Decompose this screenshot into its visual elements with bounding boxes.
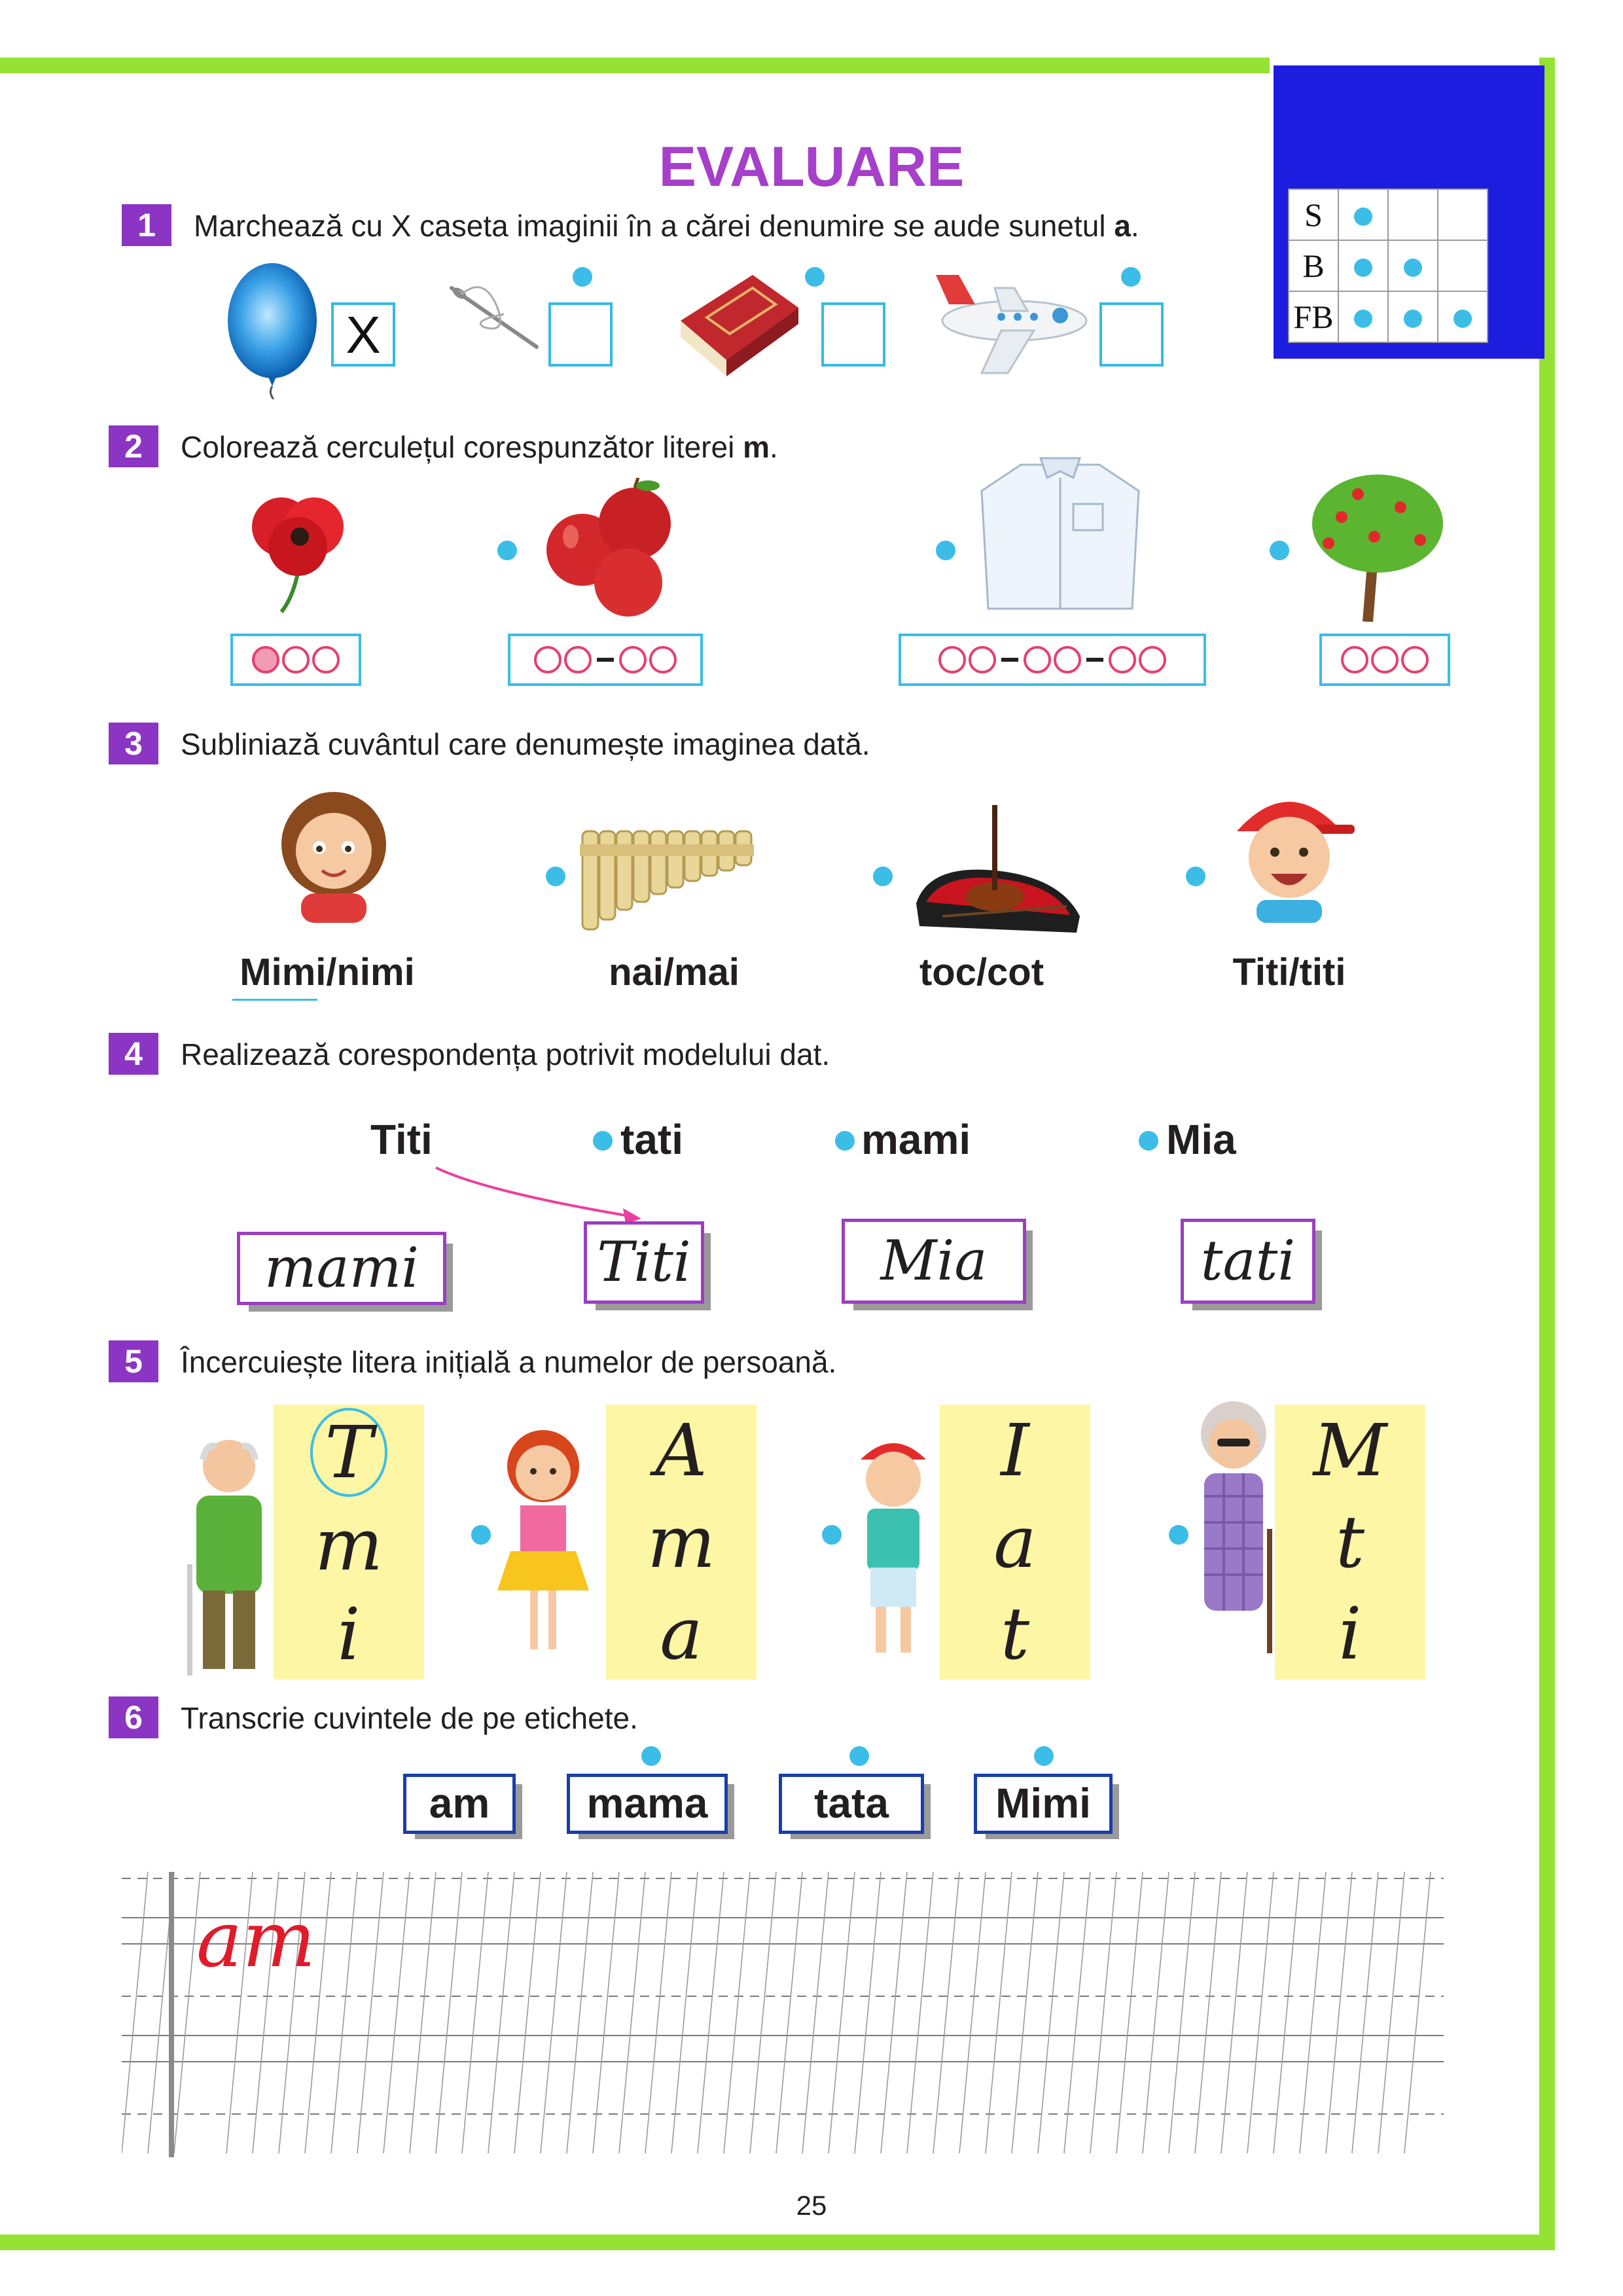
letter-column [1275, 1405, 1425, 1679]
task-dot [805, 267, 825, 287]
syllable-dash [1086, 658, 1103, 662]
girl-figure-icon [484, 1427, 602, 1662]
task-dot [835, 1131, 855, 1151]
syllable-dash [1001, 658, 1018, 662]
grading-dot [1354, 310, 1372, 328]
boy-icon [1217, 779, 1361, 923]
sound-circle[interactable] [938, 646, 966, 673]
task-dot [1139, 1131, 1158, 1151]
grading-table [1288, 188, 1488, 343]
task-dot [849, 1746, 869, 1766]
grading-label: S [1289, 189, 1338, 240]
balloon-icon [223, 262, 327, 399]
sound-circle[interactable] [1054, 646, 1081, 673]
cursive-word[interactable]: Mia [842, 1219, 1026, 1304]
cursive-word[interactable]: tati [1181, 1219, 1315, 1304]
task-dot [873, 867, 893, 886]
airplane-icon [929, 268, 1093, 380]
letter[interactable]: m [647, 1500, 716, 1584]
letter[interactable]: M [1313, 1408, 1387, 1492]
task-dot [593, 1131, 613, 1151]
sound-circle[interactable] [1109, 646, 1136, 673]
letter[interactable]: i [1338, 1592, 1362, 1676]
task-dot [641, 1746, 661, 1766]
grading-dot [1354, 259, 1372, 277]
page-frame-right [1539, 58, 1555, 2250]
page-frame-bottom [0, 2234, 1555, 2250]
grading-dot [1404, 310, 1422, 328]
grading-row-fb [1289, 291, 1488, 342]
task-dot [1186, 867, 1205, 886]
word-label[interactable]: tata [779, 1774, 924, 1834]
task-dot [1034, 1746, 1054, 1766]
print-word[interactable]: tati [620, 1116, 683, 1163]
exercise-number: 2 [109, 425, 158, 467]
letter[interactable]: i [337, 1592, 361, 1677]
word-label[interactable]: Mimi [974, 1774, 1113, 1834]
task-dot [546, 867, 565, 886]
apples-icon [530, 478, 681, 622]
letter[interactable]: m [314, 1502, 383, 1587]
task-dot [936, 541, 955, 560]
syllable-dash [597, 658, 614, 662]
page-number: 25 [796, 2190, 827, 2221]
word-label[interactable]: mama [567, 1774, 728, 1834]
exercise-number: 4 [109, 1033, 158, 1075]
letter-column [940, 1405, 1090, 1679]
word-label[interactable]: am [403, 1774, 516, 1834]
sound-circle[interactable] [969, 646, 996, 673]
page-title: EVALUARE [658, 135, 965, 198]
letter[interactable]: a [993, 1500, 1037, 1584]
exercise-instruction: Marchează cu X caseta imaginii în a cărei denumire se aude sunetul a. [194, 209, 1139, 243]
sound-circle[interactable] [534, 646, 562, 673]
task-dot [573, 267, 592, 287]
match-arrow [393, 1158, 654, 1230]
task-dot [1270, 541, 1289, 560]
letter[interactable]: t [1000, 1592, 1030, 1676]
grading-label: B [1289, 240, 1338, 291]
exercise-instruction: Colorează cerculețul corespunzător literei m. [181, 430, 778, 464]
print-word[interactable]: mami [861, 1116, 971, 1163]
exercise-number: 6 [109, 1696, 158, 1738]
boy-figure-icon [844, 1427, 942, 1662]
answer-box[interactable] [1099, 302, 1164, 367]
print-word[interactable]: Titi [370, 1116, 433, 1163]
answer-box[interactable] [548, 302, 613, 367]
syllable-scheme [508, 634, 703, 686]
exercise-instruction: Încercuiește litera inițială a numelor de persoană. [181, 1345, 837, 1379]
letter[interactable]: a [660, 1592, 703, 1676]
underline-mark [232, 999, 317, 1001]
sound-circle[interactable] [1401, 646, 1429, 673]
girl-icon [262, 779, 406, 923]
pan-flute-icon [576, 818, 772, 936]
letter[interactable]: t [1335, 1500, 1365, 1584]
letter-column [606, 1405, 757, 1679]
exercise-instruction: Transcrie cuvintele de pe etichete. [181, 1701, 638, 1735]
exercise-instruction: Realizează corespondența potrivit modelului dat. [181, 1037, 830, 1071]
grading-dot [1404, 259, 1422, 277]
sound-circle[interactable] [1024, 646, 1051, 673]
word-choice[interactable]: Titi/titi [1232, 951, 1346, 994]
grandmother-icon [1185, 1398, 1283, 1660]
apple-tree-icon [1302, 471, 1453, 622]
answer-box[interactable] [821, 302, 885, 367]
answer-box[interactable]: X [331, 302, 395, 367]
syllable-scheme [899, 634, 1206, 686]
task-dot [497, 541, 517, 560]
letter-column [274, 1405, 424, 1679]
letter[interactable]: A [655, 1408, 707, 1492]
word-choice[interactable]: nai/mai [609, 951, 740, 994]
exercise-number: 1 [122, 204, 171, 246]
word-choice[interactable]: Mimi/nimi [240, 951, 415, 994]
grandfather-icon [177, 1433, 281, 1682]
book-icon [668, 262, 805, 380]
grading-row-b [1289, 240, 1488, 291]
cursive-word[interactable]: Titi [584, 1221, 704, 1304]
violin-case-icon [903, 792, 1093, 942]
sound-circle[interactable] [619, 646, 647, 673]
sound-circle[interactable] [282, 646, 310, 673]
word-choice[interactable]: toc/cot [919, 951, 1044, 994]
syllable-scheme [1319, 634, 1450, 686]
sound-circle[interactable] [1371, 646, 1399, 673]
sound-circle[interactable] [564, 646, 592, 673]
exercise-instruction: Subliniază cuvântul care denumește imaginea dată. [181, 727, 870, 761]
letter[interactable]: I [1001, 1408, 1029, 1492]
exercise-number: 5 [109, 1340, 158, 1382]
sound-circle[interactable] [312, 646, 340, 673]
grading-dot [1354, 207, 1372, 226]
sound-circle[interactable] [649, 646, 677, 673]
grading-dot [1454, 310, 1472, 328]
initial-letter[interactable]: T [310, 1408, 387, 1497]
task-dot [1121, 267, 1141, 287]
print-word[interactable]: Mia [1166, 1116, 1236, 1163]
needle-thread-icon [445, 275, 543, 353]
poppy-icon [242, 491, 353, 615]
task-dot [822, 1525, 842, 1545]
sound-circle[interactable] [1341, 646, 1368, 673]
shirt-icon [975, 452, 1145, 615]
exercise-number: 3 [109, 723, 158, 764]
sample-written-word: am [196, 1894, 316, 1984]
cursive-word[interactable]: mami [237, 1232, 446, 1305]
sound-circle[interactable] [1139, 646, 1166, 673]
page-frame-top [0, 58, 1270, 73]
grading-label: FB [1289, 291, 1338, 342]
sound-circle[interactable] [252, 646, 279, 673]
handwriting-lines [122, 1872, 1444, 2160]
syllable-scheme [230, 634, 361, 686]
